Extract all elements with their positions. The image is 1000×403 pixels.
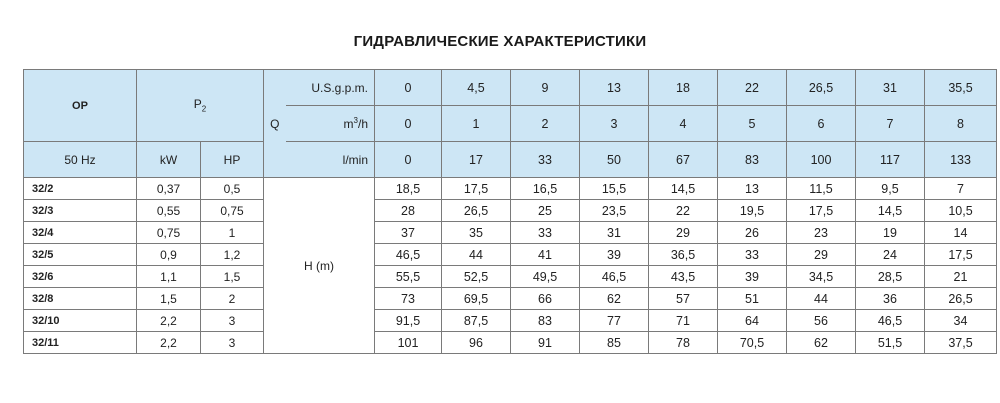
head-value-cell: 28,5 — [856, 266, 925, 288]
head-value-cell: 33 — [718, 244, 787, 266]
table-row — [24, 332, 997, 354]
unit-gpm: U.S.g.p.m. — [286, 70, 375, 106]
head-value-cell: 55,5 — [375, 266, 442, 288]
kw-cell: 2,2 — [137, 310, 201, 332]
page-title: ГИДРАВЛИЧЕСКИЕ ХАРАКТЕРИСТИКИ — [353, 33, 647, 50]
head-value-cell: 85 — [580, 332, 649, 354]
frequency-label: 50 Hz — [24, 142, 137, 178]
head-value-cell: 26,5 — [442, 200, 511, 222]
table-row — [24, 266, 997, 288]
head-value-cell: 91,5 — [375, 310, 442, 332]
flow-m3h-cell: 1 — [442, 106, 511, 142]
table-row — [24, 244, 997, 266]
head-value-cell: 18,5 — [375, 178, 442, 200]
head-value-cell: 22 — [649, 200, 718, 222]
flow-lmin-cell: 117 — [856, 142, 925, 178]
flow-m3h-cell: 0 — [375, 106, 442, 142]
head-value-cell: 49,5 — [511, 266, 580, 288]
kw-cell: 1,1 — [137, 266, 201, 288]
flow-gpm-cell: 13 — [580, 70, 649, 106]
head-value-cell: 29 — [649, 222, 718, 244]
hp-cell: 1,2 — [201, 244, 264, 266]
head-value-cell: 41 — [511, 244, 580, 266]
head-value-cell: 64 — [718, 310, 787, 332]
model-cell: 32/2 — [24, 178, 137, 200]
model-cell: 32/6 — [24, 266, 137, 288]
kw-cell: 0,9 — [137, 244, 201, 266]
head-value-cell: 78 — [649, 332, 718, 354]
head-value-cell: 16,5 — [511, 178, 580, 200]
flow-m3h-cell: 2 — [511, 106, 580, 142]
head-value-cell: 57 — [649, 288, 718, 310]
flow-gpm-cell: 4,5 — [442, 70, 511, 106]
flow-lmin-cell: 33 — [511, 142, 580, 178]
head-value-cell: 39 — [580, 244, 649, 266]
model-cell: 32/11 — [24, 332, 137, 354]
head-value-cell: 10,5 — [925, 200, 997, 222]
flow-m3h-cell: 8 — [925, 106, 997, 142]
flow-gpm-cell: 26,5 — [787, 70, 856, 106]
head-value-cell: 66 — [511, 288, 580, 310]
head-value-cell: 71 — [649, 310, 718, 332]
model-cell: 32/10 — [24, 310, 137, 332]
head-value-cell: 7 — [925, 178, 997, 200]
kw-cell: 0,55 — [137, 200, 201, 222]
head-value-cell: 23,5 — [580, 200, 649, 222]
hp-cell: 3 — [201, 332, 264, 354]
flow-gpm-cell: 22 — [718, 70, 787, 106]
head-value-cell: 70,5 — [718, 332, 787, 354]
head-label: H (m) — [264, 178, 375, 354]
hp-cell: 0,5 — [201, 178, 264, 200]
head-value-cell: 19,5 — [718, 200, 787, 222]
head-value-cell: 14,5 — [649, 178, 718, 200]
hp-label: HP — [201, 142, 264, 178]
head-value-cell: 87,5 — [442, 310, 511, 332]
kw-cell: 1,5 — [137, 288, 201, 310]
head-value-cell: 17,5 — [442, 178, 511, 200]
head-value-cell: 26,5 — [925, 288, 997, 310]
head-value-cell: 83 — [511, 310, 580, 332]
flow-gpm-cell: 18 — [649, 70, 718, 106]
head-value-cell: 33 — [511, 222, 580, 244]
head-value-cell: 25 — [511, 200, 580, 222]
head-value-cell: 9,5 — [856, 178, 925, 200]
head-value-cell: 46,5 — [375, 244, 442, 266]
model-cell: 32/8 — [24, 288, 137, 310]
kw-label: kW — [137, 142, 201, 178]
power-label: $P_2$ — [137, 70, 264, 142]
unit-m3h: $m^3/h$ — [286, 106, 375, 142]
head-value-cell: 13 — [718, 178, 787, 200]
table-row — [24, 222, 997, 244]
kw-cell: 0,37 — [137, 178, 201, 200]
unit-lmin: l/min — [286, 142, 375, 178]
head-value-cell: 101 — [375, 332, 442, 354]
head-value-cell: 34 — [925, 310, 997, 332]
hp-cell: 0,75 — [201, 200, 264, 222]
flow-gpm-cell: 0 — [375, 70, 442, 106]
head-value-cell: 44 — [442, 244, 511, 266]
flow-lmin-cell: 50 — [580, 142, 649, 178]
head-value-cell: 11,5 — [787, 178, 856, 200]
head-value-cell: 34,5 — [787, 266, 856, 288]
head-value-cell: 21 — [925, 266, 997, 288]
head-value-cell: 44 — [787, 288, 856, 310]
flow-gpm-cell: 9 — [511, 70, 580, 106]
table-row — [24, 310, 997, 332]
flow-m3h-cell: 3 — [580, 106, 649, 142]
head-value-cell: 36,5 — [649, 244, 718, 266]
head-value-cell: 37,5 — [925, 332, 997, 354]
head-value-cell: 51 — [718, 288, 787, 310]
model-cell: 32/4 — [24, 222, 137, 244]
flow-row-gpm — [24, 70, 997, 106]
head-value-cell: 39 — [718, 266, 787, 288]
head-value-cell: 52,5 — [442, 266, 511, 288]
kw-cell: 0,75 — [137, 222, 201, 244]
head-value-cell: 19 — [856, 222, 925, 244]
flow-gpm-cell: 35,5 — [925, 70, 997, 106]
head-value-cell: 17,5 — [787, 200, 856, 222]
head-value-cell: 37 — [375, 222, 442, 244]
head-value-cell: 31 — [580, 222, 649, 244]
hp-cell: 1 — [201, 222, 264, 244]
head-value-cell: 26 — [718, 222, 787, 244]
flow-m3h-cell: 4 — [649, 106, 718, 142]
table-row — [24, 200, 997, 222]
head-value-cell: 91 — [511, 332, 580, 354]
table-row — [24, 178, 997, 200]
head-value-cell: 14 — [925, 222, 997, 244]
flow-m3h-cell: 5 — [718, 106, 787, 142]
head-value-cell: 46,5 — [856, 310, 925, 332]
head-value-cell: 62 — [580, 288, 649, 310]
head-value-cell: 23 — [787, 222, 856, 244]
model-label: OP — [24, 70, 137, 142]
head-value-cell: 24 — [856, 244, 925, 266]
flow-m3h-cell: 6 — [787, 106, 856, 142]
flow-m3h-cell: 7 — [856, 106, 925, 142]
flow-lmin-cell: 100 — [787, 142, 856, 178]
head-value-cell: 56 — [787, 310, 856, 332]
q-label: Q — [264, 70, 286, 178]
head-value-cell: 14,5 — [856, 200, 925, 222]
flow-lmin-cell: 133 — [925, 142, 997, 178]
flow-lmin-cell: 83 — [718, 142, 787, 178]
hydraulic-table — [23, 69, 997, 354]
model-cell: 32/3 — [24, 200, 137, 222]
head-value-cell: 36 — [856, 288, 925, 310]
head-value-cell: 51,5 — [856, 332, 925, 354]
flow-gpm-cell: 31 — [856, 70, 925, 106]
head-value-cell: 43,5 — [649, 266, 718, 288]
head-value-cell: 28 — [375, 200, 442, 222]
head-value-cell: 73 — [375, 288, 442, 310]
flow-row-lmin — [24, 142, 997, 178]
head-value-cell: 96 — [442, 332, 511, 354]
hp-cell: 3 — [201, 310, 264, 332]
flow-lmin-cell: 0 — [375, 142, 442, 178]
table-row — [24, 288, 997, 310]
model-cell: 32/5 — [24, 244, 137, 266]
head-value-cell: 15,5 — [580, 178, 649, 200]
kw-cell: 2,2 — [137, 332, 201, 354]
head-value-cell: 62 — [787, 332, 856, 354]
flow-lmin-cell: 67 — [649, 142, 718, 178]
head-value-cell: 29 — [787, 244, 856, 266]
head-value-cell: 77 — [580, 310, 649, 332]
head-value-cell: 35 — [442, 222, 511, 244]
hp-cell: 1,5 — [201, 266, 264, 288]
head-value-cell: 46,5 — [580, 266, 649, 288]
head-value-cell: 69,5 — [442, 288, 511, 310]
flow-lmin-cell: 17 — [442, 142, 511, 178]
hp-cell: 2 — [201, 288, 264, 310]
head-value-cell: 17,5 — [925, 244, 997, 266]
